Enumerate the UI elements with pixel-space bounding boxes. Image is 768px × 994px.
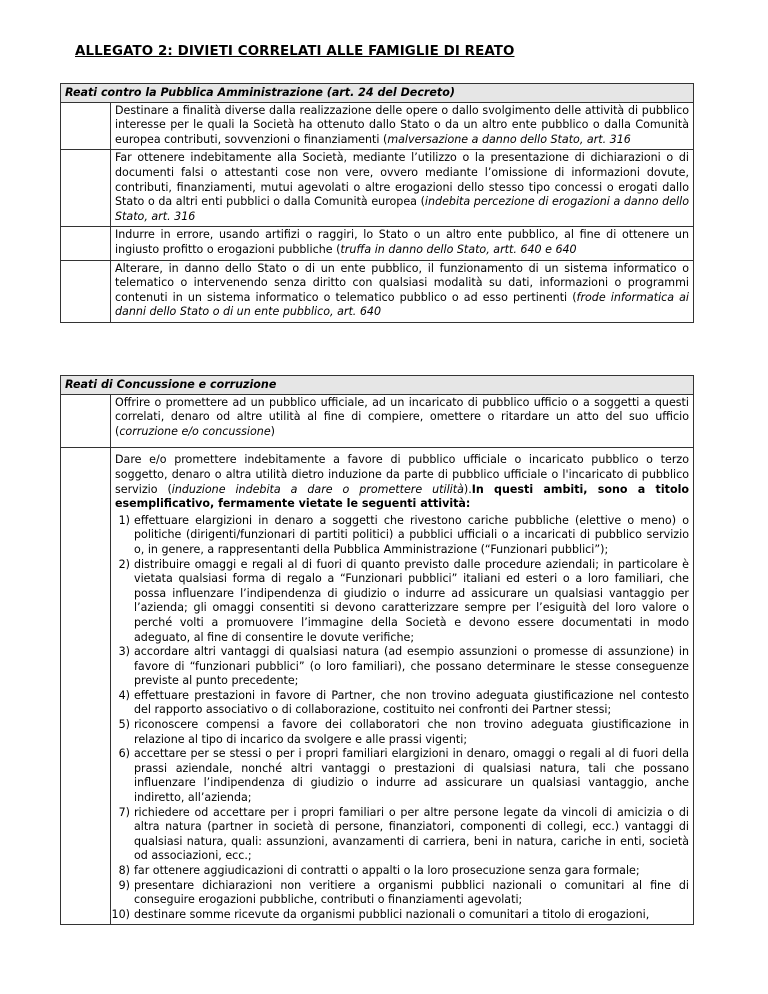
list-item: 1) effettuare elargizioni in denaro a soggetti che rivestono cariche pubbliche (elettive o meno) o politiche (dirigenti/funzionari di partiti politici) a pubblici ufficiali o a incaricati di pubblico servizio o, in genere, a rappresentanti della Pubblica Amministrazione (“Funzionari pubblici”); bbox=[118, 513, 689, 556]
section-corruption-table bbox=[60, 375, 694, 925]
row-text: Alterare, in danno dello Stato o di un ente pubblico, il funzionamento di un sistema informatico o telematico o intervenendo senza diritto con qualsiasi modalità su dati, informazioni o programmi contenuti in un sistema informatico o telematico pubblico o ad esso pertinenti ( bbox=[115, 261, 689, 304]
row-reference: induzione indebita a dare o promettere utilità bbox=[171, 482, 464, 496]
row-content bbox=[111, 150, 694, 227]
list-item: 5) riconoscere compensi a favore dei collaboratori che non trovino adeguata giustificazione in relazione al tipo di incarico da svolgere e alle prassi vigenti; bbox=[118, 718, 689, 746]
row-reference: corruzione e/o concussione bbox=[119, 424, 271, 438]
list-item: 10) destinare somme ricevute da organismi pubblici nazionali o comunitari a titolo di erogazioni, bbox=[111, 907, 650, 921]
prohibited-activities-list bbox=[111, 513, 689, 923]
row-gutter bbox=[61, 448, 111, 925]
row-text: Indurre in errore, usando artifizi o raggiri, lo Stato o un altro ente pubblico, al fine di ottenere un ingiusto profitto o erogazioni pubbliche ( bbox=[115, 228, 689, 256]
table-row bbox=[61, 227, 694, 260]
list-item: 6) accettare per se stessi o per i propri familiari elargizioni in denaro, omaggi o regali al di fuori della prassi aziendale, nonché altri vantaggi o prestazioni di qualsiasi natura, tali che possano influenzare l’indipendenza di giudizio o indurre ad assicurare un qualsiasi vantaggio, anche indiretto, all’azienda; bbox=[118, 747, 689, 805]
list-item: 2) distribuire omaggi e regali al di fuori di quanto previsto dalle procedure aziendali; in particolare è vietata qualsiasi forma di regalo a “Funzionari pubblici” italiani ed esteri o a loro familiari, che possa influenzare l’indipendenza di giudizio o indurre ad assicurare un qualsiasi vantaggio per l’azienda; gli omaggi consentiti si devono caratterizzare sempre per l’esiguità del loro valore o perché volti a promuovere l’immagine della Società e devono essere documentati in modo adeguato, al fine di consentire le dovute verifiche; bbox=[118, 557, 689, 644]
row-text: Destinare a finalità diverse dalla realizzazione delle opere o dallo svolgimento delle attività di pubblico interesse per le quali la Società ha ottenuto dallo Stato o da un altro ente pubblico o dalla Comunità europea contributi, sovvenzioni o finanziamenti ( bbox=[115, 103, 689, 146]
row-reference: frode informatica ai danni dello Stato o di un ente pubblico, art. 640 bbox=[115, 290, 690, 319]
row-gutter bbox=[61, 394, 111, 448]
table-row bbox=[61, 448, 694, 925]
table-row bbox=[61, 394, 694, 448]
row-gutter bbox=[61, 227, 111, 260]
section-pa-heading: Reati contro la Pubblica Amministrazione (art. 24 del Decreto) bbox=[61, 84, 694, 103]
row-text: Offrire o promettere ad un pubblico ufficiale, ad un incaricato di pubblico ufficio o a soggetti a questi correlati, denaro od altre utilità al fine di compiere, omettere o ritardare un atto del suo ufficio ( bbox=[115, 395, 689, 438]
row-emphasis: In questi ambiti, sono a titolo esemplificativo, fermamente vietate le seguenti attività: bbox=[115, 482, 690, 511]
row-reference: indebita percezione di erogazioni a danno dello Stato, art. 316 bbox=[115, 195, 689, 223]
row-text: Dare e/o promettere indebitamente a favore di pubblico ufficiale o incaricato pubblico o terzo soggetto, denaro o altra utilità dietro induzione da parte di pubblico ufficiale o l'incaricato di pubblico servizio ( bbox=[115, 453, 689, 496]
list-item: 7) richiedere od accettare per i propri familiari o per altre persone legate da vincoli di amicizia o di altra natura (partner in società di persone, finanziatori, componenti di collegi, ecc.) vantaggi di qualsiasi natura, quali: assunzioni, avanzamenti di carriera, beni in natura, cariche in enti, società od associazioni, ecc.; bbox=[118, 805, 689, 863]
row-text: Far ottenere indebitamente alla Società, mediante l’utilizzo o la presentazione di dichiarazioni o di documenti falsi o attestanti cose non vere, ovvero mediante l’omissione di informazioni dovute, contributi, finanziamenti, mutui agevolati o altre erogazioni dello stesso tipo concessi o erogati dallo Stato o da altri enti pubblici o dalla Comunità europea ( bbox=[115, 151, 689, 209]
row-content: Offrire o promettere ad un pubblico ufficiale, ad un incaricato di pubblico ufficio o a soggetti a questi correlati, denaro od altre utilità al fine di compiere, omettere o ritardare un atto del suo ufficio (corruzione e/o concussione) bbox=[111, 394, 694, 448]
document-title: ALLEGATO 2: DIVIETI CORRELATI ALLE FAMIGLIE DI REATO bbox=[75, 44, 515, 59]
row-gutter bbox=[61, 150, 111, 227]
row-reference: malversazione a danno dello Stato, art. 316 bbox=[387, 132, 631, 146]
row-gutter bbox=[61, 260, 111, 322]
section-pa-table bbox=[60, 83, 694, 323]
row-content: Dare e/o promettere indebitamente a favore di pubblico ufficiale o incaricato pubblico o terzo soggetto, denaro o altra utilità dietro induzione da parte di pubblico ufficiale o l'incaricato di pubblico servizio (induzione indebita a dare o promettere utilità).In questi ambiti, sono a titolo esemplificativo, fermamente vietate le seguenti attività: 1) effettuare elargizioni in denaro a soggetti che rivestono cariche pubbliche (elettive o meno) o politiche (dirigenti/funzionari di partiti politici) a pubblici ufficiali o a incaricati di pubblico servizio o, in genere, a rappresentanti della Pubblica Amministrazione (“Funzionari pubblici”); 2) distribuire omaggi e regali al di fuori di quanto previsto dalle procedure aziendali; in particolare è vietata qualsiasi forma di regalo a “Funzionari pubblici” italiani ed esteri o a loro familiari, che possa influenzare l’indipendenza di giudizio o indurre ad assicurare un qualsiasi vantaggio per l’azienda; gli omaggi consentiti si devono caratterizzare sempre per l’esiguità del loro valore o perché volti a promuovere l’immagine della Società e devono essere documentati in modo adeguato, al fine di consentire le dovute verifiche; 3) accordare altri vantaggi di qualsiasi natura (ad esempio assunzioni o promesse di assunzione) in favore di “funzionari pubblici” (o loro familiari), che possano determinare le stesse conseguenze previste al punto precedente; 4) effettuare prestazioni in favore di Partner, che non trovino adeguata giustificazione nel contesto del rapporto associativo o di collaborazione, costituito nei confronti dei Partner stessi; 5) riconoscere compensi a favore dei collaboratori che non trovino adeguata giustificazione in relazione al tipo di incarico da svolgere e alle prassi vigenti; 6) accettare per se stessi o per i propri familiari elargizioni in denaro, omaggi o regali al di fuori della prassi aziendale, nonché altri vantaggi o prestazioni di qualsiasi natura, tali che possano influenzare l’indipendenza di giudizio o indurre ad assicurare un qualsiasi vantaggio, anche indiretto, all’azienda; 7) richiedere od accettare per i propri familiari o per altre persone legate da vincoli di amicizia o di altra natura (partner in società di persone, finanziatori, componenti di collegi, ecc.) vantaggi di qualsiasi natura, quali: assunzioni, avanzamenti di carriera, beni in natura, cariche in enti, società od associazioni, ecc.; 8) far ottenere aggiudicazioni di contratti o appalti o la loro prosecuzione senza gara formale; 9) presentare dichiarazioni non veritiere a organismi pubblici nazionali o comunitari al fine di conseguire erogazioni pubbliche, contributi o finanziamenti agevolati; 10) destinare somme ricevute da organismi pubblici nazionali o comunitari a titolo di erogazioni, bbox=[111, 448, 694, 925]
list-item: 8) far ottenere aggiudicazioni di contratti o appalti o la loro prosecuzione senza gara formale; bbox=[118, 864, 640, 877]
list-item: 3) accordare altri vantaggi di qualsiasi natura (ad esempio assunzioni o promesse di assunzione) in favore di “funzionari pubblici” (o loro familiari), che possano determinare le stesse conseguenze previste al punto precedente; bbox=[118, 645, 689, 688]
list-item: 9) presentare dichiarazioni non veritiere a organismi pubblici nazionali o comunitari al fine di conseguire erogazioni pubbliche, contributi o finanziamenti agevolati; bbox=[118, 878, 689, 907]
table-row bbox=[61, 150, 694, 227]
row-content bbox=[111, 102, 694, 150]
table-row bbox=[61, 260, 694, 322]
row-reference: truffa in danno dello Stato, artt. 640 e 640 bbox=[340, 242, 577, 256]
row-content bbox=[111, 260, 694, 322]
table-row bbox=[61, 102, 694, 150]
section-corruption-heading: Reati di Concussione e corruzione bbox=[61, 376, 694, 395]
row-content bbox=[111, 227, 694, 260]
row-gutter bbox=[61, 102, 111, 150]
list-item: 4) effettuare prestazioni in favore di Partner, che non trovino adeguata giustificazione nel contesto del rapporto associativo o di collaborazione, costituito nei confronti dei Partner stessi; bbox=[118, 688, 689, 717]
